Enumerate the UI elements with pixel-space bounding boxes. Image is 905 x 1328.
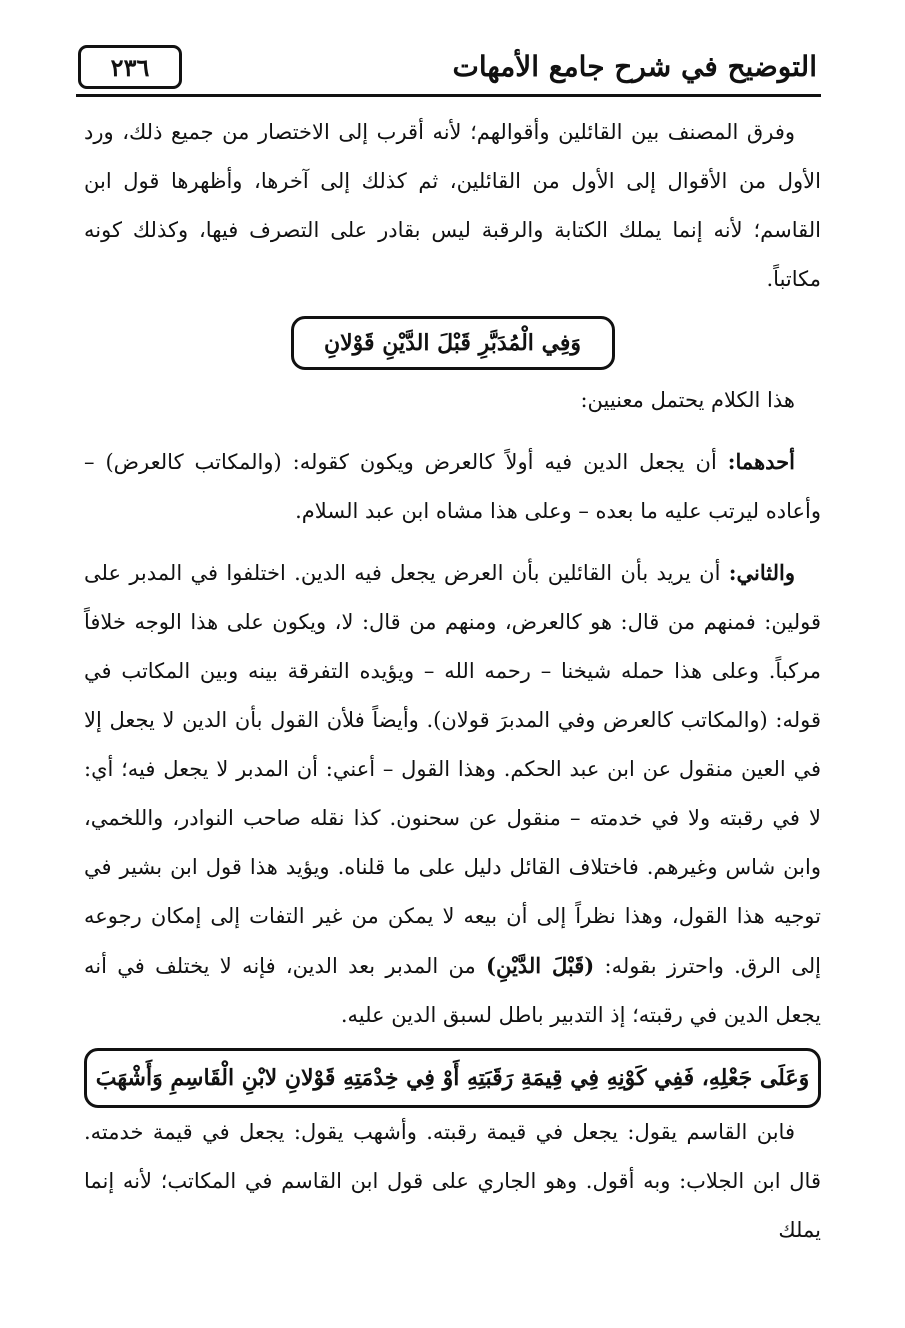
- paragraph-4: [84, 548, 821, 1040]
- matn-heading-1: وَفِي الْمُدَبَّرِ قَبْلَ الدَّيْنِ قَوْلانِ: [291, 316, 615, 370]
- paragraph-1: وفرق المصنف بين القائلين وأقوالهم؛ لأنه أقرب إلى الاختصار من جميع ذلك، ورد الأول من الأقوال إلى الأول من القائلين، ثم كذلك إلى آخرها، وأظهرها قول ابن القاسم؛ لأنه إنما يملك الكتابة والرقبة ليس بقادر على التصرف فيها، وكذلك كونه مكاتباً.: [84, 120, 821, 291]
- paragraph-5: فابن القاسم يقول: يجعل في قيمة رقبته. وأشهب يقول: يجعل في قيمة خدمته. قال ابن الجلاب: وبه أقول. وهو الجاري على قول ابن القاسم في المكاتب؛ لأنه إنما يملك: [84, 1120, 821, 1242]
- page-number: ٢٣٦: [78, 45, 182, 89]
- book-title: التوضيح في شرح جامع الأمهات: [452, 50, 817, 83]
- paragraph-3-text: أن يجعل الدين فيه أولاً كالعرض ويكون كقوله: (والمكاتب كالعرض) – وأعاده ليرتب عليه ما بعده – وعلى هذا مشاه ابن عبد السلام.: [84, 450, 821, 523]
- paragraph-3-lead: أحدهما:: [727, 449, 795, 474]
- paragraph-3: [84, 437, 821, 536]
- paragraph-4-lead: والثاني:: [728, 560, 795, 585]
- page-header: [76, 36, 821, 97]
- page-body: [84, 108, 821, 1255]
- paragraph-4-tail: من المدبر بعد الدين، فإنه لا يختلف في أنه يجعل الدين في رقبته؛ إذ التدبير باطل لسبق الدين عليه.: [84, 954, 821, 1027]
- paragraph-4-quote: (قَبْلَ الدَّيْنِ): [486, 953, 595, 978]
- paragraph-4-text: أن يريد بأن القائلين بأن العرض يجعل فيه الدين. اختلفوا في المدبر على قولين: فمنهم من قال: هو كالعرض، ومنهم من قال: لا، ويكون على هذا الوجه خلافاً مركباً. وعلى هذا حمله شيخنا – رحمه الله – ويؤيده التفرقة بينه وبين المكاتب في قوله: (والمكاتب كالعرض وفي المدبرَ قولان). وأيضاً فلأن القول بأن الدين لا يجعل إلا في العين منقول عن ابن عبد الحكم. وهذا القول – أعني: أن المدبر لا يجعل فيه؛ أي: لا في رقبته ولا في خدمته – منقول عن سحنون. كذا نقله صاحب النوادر، واللخمي، وابن شاس وغيرهم. فاختلاف القائل دليل على ما قلناه. ويؤيد هذا قول ابن بشير في توجيه هذا القول، وهذا نظراً إلى أن بيعه لا يمكن من غير التفات إلى إمكان رجوعه إلى الرق. واحترز بقوله:: [84, 561, 821, 978]
- matn-heading-2: وَعَلَى جَعْلِهِ، فَفِي كَوْنِهِ فِي قِيمَةِ رَقَبَتِهِ أَوْ فِي خِدْمَتِهِ قَوْلانِ لابْنِ الْقَاسِمِ وَأَشْهَبَ: [84, 1048, 821, 1108]
- paragraph-2: هذا الكلام يحتمل معنيين:: [580, 388, 795, 412]
